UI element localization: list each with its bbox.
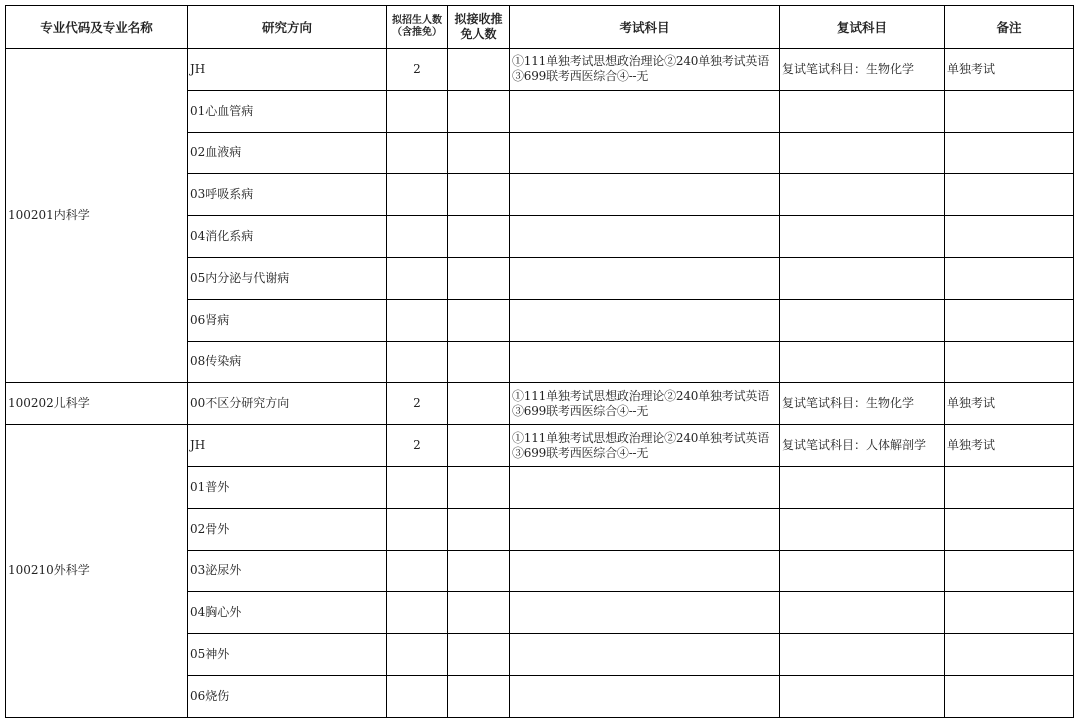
remark-cell <box>945 90 1074 132</box>
direction-cell: 02血液病 <box>188 132 387 174</box>
exempt-cell <box>448 466 510 508</box>
direction-cell: 05内分泌与代谢病 <box>188 257 387 299</box>
direction-cell: 05神外 <box>188 634 387 676</box>
major-cell: 100210外科学 <box>6 425 188 718</box>
remark-cell <box>945 508 1074 550</box>
exempt-cell <box>448 216 510 258</box>
quota-cell: 2 <box>387 49 448 91</box>
header-quota-line2: （含推免） <box>392 27 442 38</box>
direction-cell: 00不区分研究方向 <box>188 383 387 425</box>
exam-subjects-cell <box>510 634 780 676</box>
remark-cell: 单独考试 <box>945 383 1074 425</box>
exempt-cell <box>448 257 510 299</box>
remark-cell <box>945 174 1074 216</box>
quota-cell <box>387 132 448 174</box>
header-quota <box>387 6 448 49</box>
header-retest: 复试科目 <box>780 6 945 49</box>
header-exempt-line1: 拟接收推 <box>454 12 503 26</box>
remark-cell <box>945 341 1074 383</box>
retest-subjects-cell <box>780 132 945 174</box>
retest-subjects-cell: 复试笔试科目：生物化学 <box>780 383 945 425</box>
quota-cell <box>387 257 448 299</box>
quota-cell <box>387 174 448 216</box>
quota-cell <box>387 466 448 508</box>
direction-cell: JH <box>188 49 387 91</box>
table-row <box>6 49 1074 91</box>
quota-cell <box>387 216 448 258</box>
header-exempt <box>448 6 510 49</box>
major-cell: 100202儿科学 <box>6 383 188 425</box>
remark-cell <box>945 257 1074 299</box>
header-remark: 备注 <box>945 6 1074 49</box>
quota-cell <box>387 341 448 383</box>
quota-cell <box>387 592 448 634</box>
exam-subjects-cell <box>510 550 780 592</box>
exam-subjects-cell <box>510 675 780 717</box>
retest-subjects-cell <box>780 90 945 132</box>
exempt-cell <box>448 174 510 216</box>
exam-subjects-cell <box>510 90 780 132</box>
exam-subjects-cell <box>510 466 780 508</box>
quota-cell <box>387 508 448 550</box>
table-row <box>6 425 1074 467</box>
retest-subjects-cell <box>780 466 945 508</box>
header-major: 专业代码及专业名称 <box>6 6 188 49</box>
exempt-cell <box>448 550 510 592</box>
retest-subjects-cell <box>780 634 945 676</box>
quota-cell <box>387 550 448 592</box>
retest-subjects-cell: 复试笔试科目：生物化学 <box>780 49 945 91</box>
quota-cell: 2 <box>387 383 448 425</box>
quota-cell <box>387 299 448 341</box>
exam-subjects-cell <box>510 341 780 383</box>
exam-subjects-cell: ①111单独考试思想政治理论②240单独考试英语③699联考西医综合④--无 <box>510 425 780 467</box>
exempt-cell <box>448 425 510 467</box>
table-body <box>6 49 1074 718</box>
exempt-cell <box>448 508 510 550</box>
remark-cell <box>945 675 1074 717</box>
direction-cell: 03呼吸系病 <box>188 174 387 216</box>
direction-cell: 06烧伤 <box>188 675 387 717</box>
retest-subjects-cell <box>780 299 945 341</box>
retest-subjects-cell <box>780 550 945 592</box>
exempt-cell <box>448 592 510 634</box>
direction-cell: 06肾病 <box>188 299 387 341</box>
exempt-cell <box>448 634 510 676</box>
remark-cell <box>945 634 1074 676</box>
remark-cell <box>945 299 1074 341</box>
exam-subjects-cell <box>510 132 780 174</box>
quota-cell <box>387 90 448 132</box>
enrollment-table <box>5 5 1074 718</box>
table-row <box>6 383 1074 425</box>
exam-subjects-cell <box>510 508 780 550</box>
exam-subjects-cell <box>510 174 780 216</box>
exempt-cell <box>448 49 510 91</box>
direction-cell: 04胸心外 <box>188 592 387 634</box>
retest-subjects-cell <box>780 675 945 717</box>
retest-subjects-cell <box>780 216 945 258</box>
exempt-cell <box>448 132 510 174</box>
exam-subjects-cell: ①111单独考试思想政治理论②240单独考试英语③699联考西医综合④--无 <box>510 383 780 425</box>
retest-subjects-cell <box>780 508 945 550</box>
exempt-cell <box>448 90 510 132</box>
remark-cell <box>945 216 1074 258</box>
remark-cell: 单独考试 <box>945 425 1074 467</box>
exam-subjects-cell <box>510 299 780 341</box>
direction-cell: 01普外 <box>188 466 387 508</box>
direction-cell: 03泌尿外 <box>188 550 387 592</box>
quota-cell <box>387 634 448 676</box>
exam-subjects-cell <box>510 257 780 299</box>
header-direction: 研究方向 <box>188 6 387 49</box>
direction-cell: 04消化系病 <box>188 216 387 258</box>
retest-subjects-cell <box>780 174 945 216</box>
exempt-cell <box>448 675 510 717</box>
header-quota-line1: 拟招生人数 <box>392 15 442 26</box>
header-exempt-line2: 免人数 <box>460 27 497 41</box>
header-row <box>6 6 1074 49</box>
retest-subjects-cell: 复试笔试科目：人体解剖学 <box>780 425 945 467</box>
remark-cell <box>945 550 1074 592</box>
quota-cell: 2 <box>387 425 448 467</box>
quota-cell <box>387 675 448 717</box>
major-cell: 100201内科学 <box>6 49 188 383</box>
exam-subjects-cell <box>510 592 780 634</box>
exempt-cell <box>448 299 510 341</box>
remark-cell <box>945 132 1074 174</box>
remark-cell <box>945 592 1074 634</box>
direction-cell: 08传染病 <box>188 341 387 383</box>
remark-cell: 单独考试 <box>945 49 1074 91</box>
exam-subjects-cell <box>510 216 780 258</box>
retest-subjects-cell <box>780 257 945 299</box>
remark-cell <box>945 466 1074 508</box>
direction-cell: 01心血管病 <box>188 90 387 132</box>
retest-subjects-cell <box>780 592 945 634</box>
header-exam: 考试科目 <box>510 6 780 49</box>
direction-cell: 02骨外 <box>188 508 387 550</box>
direction-cell: JH <box>188 425 387 467</box>
exempt-cell <box>448 341 510 383</box>
exempt-cell <box>448 383 510 425</box>
exam-subjects-cell: ①111单独考试思想政治理论②240单独考试英语③699联考西医综合④--无 <box>510 49 780 91</box>
retest-subjects-cell <box>780 341 945 383</box>
